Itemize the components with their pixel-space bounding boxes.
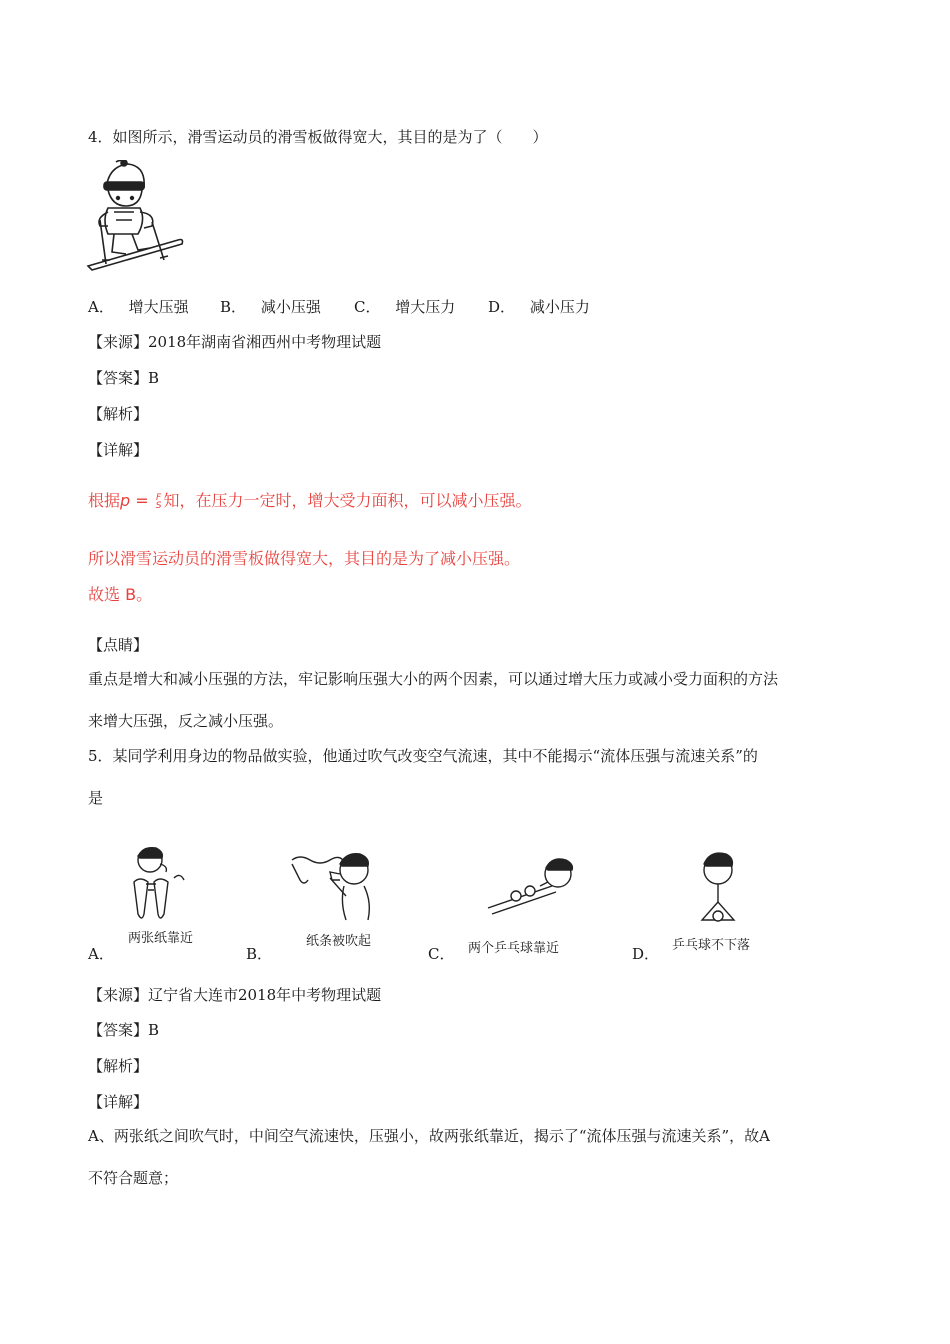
q4-answer: 【答案】B [88, 369, 160, 387]
q5-option-d-letter[interactable]: D． [632, 945, 660, 963]
q4-option-b[interactable] [220, 296, 321, 318]
q5-option-a-caption: 两张纸靠近 [128, 931, 194, 946]
q4-explain-1 [88, 490, 531, 512]
q4-source: 【来源】2018年湖南省湘西州中考物理试题 [88, 333, 382, 351]
q5-option-b-letter[interactable]: B． [246, 945, 273, 963]
q4-comment-2: 来增大压强，反之减小压强。 [88, 712, 284, 730]
q5-stem-2: 是 [88, 789, 104, 807]
formula-denominator: S [155, 500, 162, 511]
q4-comment-title: 【点睛】 [88, 636, 149, 654]
q4-option-b-letter: B． [220, 298, 247, 316]
q4-detail: 【详解】 [88, 441, 149, 459]
q4-explain-suffix: 知，在压力一定时，增大受力面积，可以减小压强。 [163, 491, 532, 510]
q5-answer: 【答案】B [88, 1021, 160, 1039]
q5-option-d-caption: 乒乓球不下落 [672, 938, 751, 953]
q4-explain-3: 故选 B。 [88, 585, 153, 604]
formula-variable: p [120, 491, 131, 510]
q5-source: 【来源】辽宁省大连市2018年中考物理试题 [88, 986, 382, 1004]
q4-option-a-letter: A． [88, 298, 114, 316]
q5-option-c-caption: 两个乒乓球靠近 [468, 941, 560, 956]
formula-numerator: F [156, 492, 162, 503]
paper-strip-figure [290, 850, 380, 922]
q5-detail: 【详解】 [88, 1093, 149, 1111]
q4-option-c-text: 增大压力 [395, 298, 456, 316]
q4-option-a-text: 增大压强 [128, 298, 189, 316]
q4-explain-prefix: 根据 [88, 491, 121, 510]
formula-equals: = [130, 491, 154, 510]
q4-option-d[interactable] [488, 296, 590, 318]
formula-fraction [156, 494, 162, 510]
skier-figure [86, 160, 186, 272]
q4-comment-1: 重点是增大和减小压强的方法，牢记影响压强大小的两个因素，可以通过增大压力或减小受力面积的方法 [88, 670, 779, 688]
ping-pong-funnel-figure [690, 850, 750, 926]
q4-option-c-letter: C． [354, 298, 381, 316]
q4-option-d-letter: D． [488, 298, 516, 316]
q5-analysis: 【解析】 [88, 1057, 149, 1075]
q4-option-d-text: 减小压力 [529, 298, 590, 316]
q4-option-a[interactable] [88, 296, 189, 318]
ping-pong-balls-figure [486, 856, 586, 930]
two-papers-figure [124, 842, 204, 924]
q5-explain-1: A、两张纸之间吹气时，中间空气流速快，压强小，故两张纸靠近，揭示了“流体压强与流速关系”，故A [88, 1127, 771, 1145]
q5-option-b-caption: 纸条被吹起 [306, 934, 372, 949]
q4-analysis: 【解析】 [88, 405, 149, 423]
q4-explain-2: 所以滑雪运动员的滑雪板做得宽大，其目的是为了减小压强。 [88, 549, 521, 568]
q4-option-b-text: 减小压强 [260, 298, 321, 316]
q4-option-c[interactable] [354, 296, 455, 318]
q4-stem: 4．如图所示，滑雪运动员的滑雪板做得宽大，其目的是为了（ ） [88, 128, 548, 146]
q5-explain-2: 不符合题意； [88, 1169, 179, 1187]
q5-stem-1: 5．某同学利用身边的物品做实验，他通过吹气改变空气流速，其中不能揭示“流体压强与流速关系”的 [88, 747, 758, 765]
q5-option-c-letter[interactable]: C． [428, 945, 455, 963]
q5-option-a-letter[interactable]: A． [88, 945, 114, 963]
